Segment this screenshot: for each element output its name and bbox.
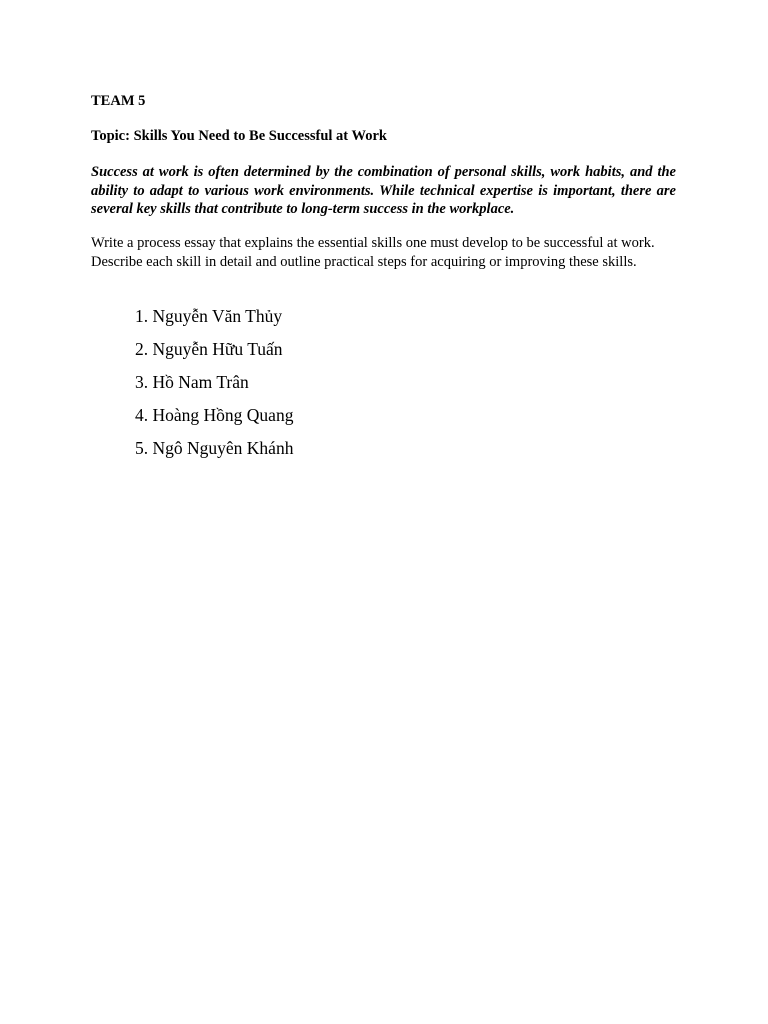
member-item: 1. Nguyễn Văn Thủy [135,305,283,326]
member-item: 2. Nguyễn Hữu Tuấn [135,338,283,359]
assignment-paragraph [91,234,676,272]
intro-paragraph: Success at work is often determined by the combination of personal skills, work habits, and the ability to adapt to various work environments. While technical expertise is important, there are several key skills that contribute to long-term success in the workplace. [91,164,676,218]
member-item: 4. Hoàng Hồng Quang [135,404,294,425]
member-item: 5. Ngô Nguyên Khánh [135,437,294,458]
assignment-line-2: Describe each skill in detail and outline practical steps for acquiring or improving these skills. [91,253,637,270]
topic-heading: Topic: Skills You Need to Be Successful at Work [91,128,387,144]
team-heading: TEAM 5 [91,93,146,109]
assignment-line-1: Write a process essay that explains the essential skills one must develop to be successful at work. [91,234,655,251]
member-item: 3. Hồ Nam Trân [135,371,249,392]
document-content [91,92,676,470]
member-list [91,305,676,459]
